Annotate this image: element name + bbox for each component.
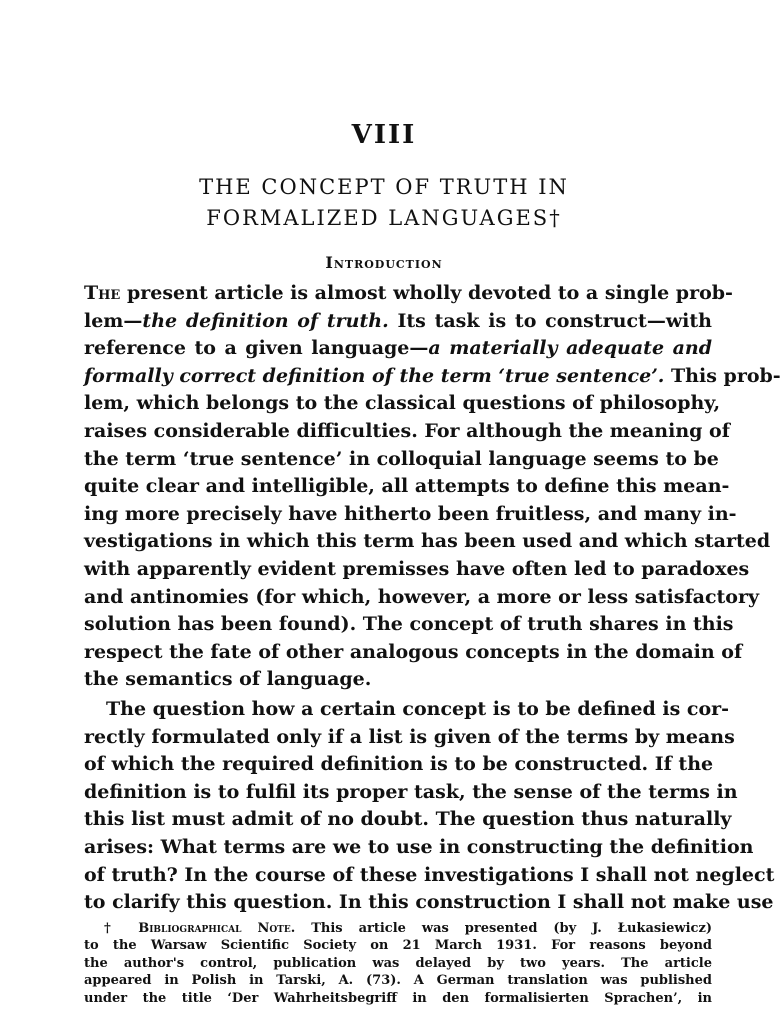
chapter-title-line-2: FORMALIZED LANGUAGES† [206, 206, 562, 230]
text-line: vestigations in which this term has been used and which started [84, 530, 771, 553]
text-span: lem— [84, 309, 143, 332]
text-line: definition is to fulfil its proper task, the sense of the terms in [84, 780, 738, 803]
footnote [84, 920, 712, 1007]
footnote-line [84, 920, 712, 937]
text-line: ing more precisely have hitherto been fruitless, and many in- [84, 502, 737, 525]
text-line: of which the required definition is to be constructed. If the [84, 753, 714, 776]
text-line [84, 363, 781, 391]
text-line: lem, which belongs to the classical questions of philosophy, [84, 392, 721, 415]
paragraph-2 [84, 696, 775, 917]
text-line [84, 335, 712, 363]
chapter-title-line-1: THE CONCEPT OF TRUTH IN [199, 175, 569, 199]
footnote-line: the author's control, publication was delayed by two years. The article [84, 955, 712, 971]
text-line [84, 308, 712, 336]
text-line: to clarify this question. In this construction I shall not make use [84, 891, 774, 914]
text-line: The question how a certain concept is to be defined is cor- [106, 698, 730, 720]
text-span: Its task is to construct—with [397, 309, 712, 332]
text-line: the term ‘true sentence’ in colloquial language seems to be [84, 447, 719, 470]
paragraph-1 [84, 280, 781, 694]
footnote-text: This article was presented (by J. Łukasiewicz) [311, 921, 712, 936]
emphasis-text: formally correct definition of the term ‘true sentence’. [84, 364, 665, 387]
text-line: quite clear and intelligible, all attempts to define this mean- [84, 475, 730, 498]
text-line: the semantics of language. [84, 668, 372, 691]
text-line: with apparently evident premisses have often led to paradoxes [84, 557, 750, 580]
text-line: arises: What terms are we to use in constructing the definition [84, 835, 754, 858]
emphasis-text: the definition of truth. [142, 309, 389, 332]
footnote-line: appeared in Polish in Tarski, A. (73). A German translation was published [84, 973, 712, 989]
text-line [84, 280, 733, 308]
footnote-label: † Bibliographical Note. [104, 921, 296, 936]
chapter-title [0, 172, 768, 234]
text-line: of truth? In the course of these investigations I shall not neglect [84, 863, 775, 886]
footnote-line: under the title ‘Der Wahrheitsbegriff in den formalisierten Sprachen’, in [84, 990, 712, 1006]
drop-word: The [84, 282, 121, 304]
text-line: solution has been found). The concept of truth shares in this [84, 613, 734, 636]
chapter-number: VIII [351, 120, 417, 150]
text-line: this list must admit of no doubt. The question thus naturally [84, 808, 732, 831]
text-span: reference to a given language— [84, 337, 429, 360]
emphasis-text: a materially adequate and [428, 337, 712, 360]
text-line: raises considerable difficulties. For although the meaning of [84, 419, 730, 442]
text-line: rectly formulated only if a list is given of the terms by means [84, 725, 735, 748]
text-line: respect the fate of other analogous concepts in the domain of [84, 640, 743, 663]
section-heading: Introduction [325, 253, 443, 272]
text-line: and antinomies (for which, however, a more or less satisfactory [84, 585, 760, 608]
text-span: present article is almost wholly devoted to a single prob- [126, 282, 733, 304]
text-span: This prob- [671, 364, 781, 387]
footnote-line: to the Warsaw Scientific Society on 21 March 1931. For reasons beyond [84, 938, 712, 954]
